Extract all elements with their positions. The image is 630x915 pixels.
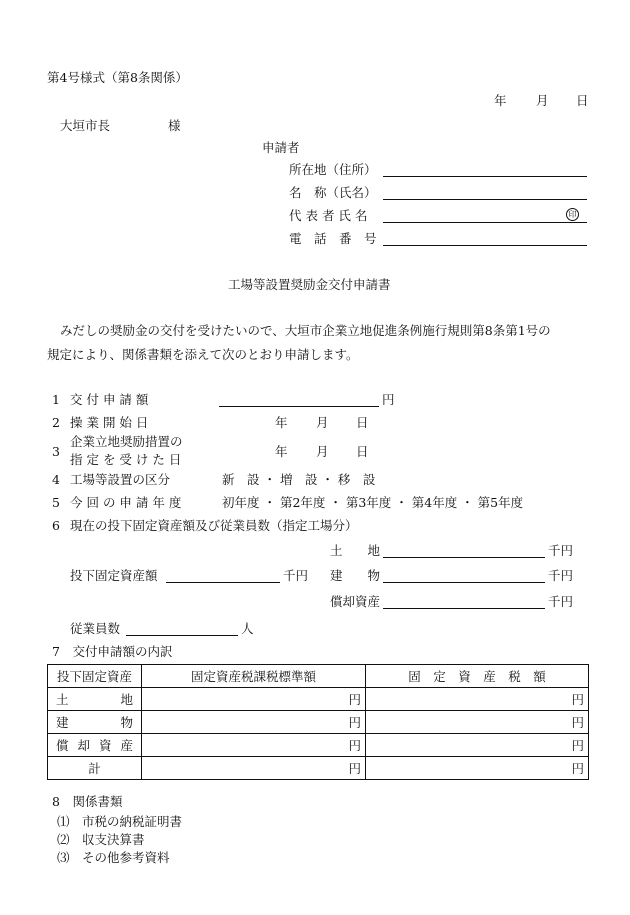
application-amount-field[interactable] [219, 406, 379, 407]
date-day: 日 [576, 93, 589, 108]
documents-heading: 8 関係書類 [52, 794, 123, 809]
phone-label: 電 話 番 号 [289, 231, 377, 246]
address-field[interactable] [383, 176, 587, 177]
employees-field[interactable] [126, 635, 238, 636]
column-header: 固 定 資 産 税 額 [366, 665, 589, 688]
item2-label: 操 業 開 始 日 [70, 415, 149, 430]
item4-number: 4 [52, 472, 60, 487]
representative-label: 代 表 者 氏 名 [289, 208, 368, 223]
row-label: 土 地 [48, 688, 142, 711]
item3-label-line1: 企業立地奨励措置の [70, 434, 183, 449]
document-item: ⑵ 収支決算書 [57, 832, 145, 847]
item2-number: 2 [52, 415, 60, 430]
column-header: 固定資産税課税標準額 [142, 665, 366, 688]
seal-mark: 印 [566, 208, 579, 221]
intro-line-2: 規定により、関係書類を添えて次のとおり申請します。 [47, 347, 359, 362]
company-name-field[interactable] [383, 199, 587, 200]
phone-field[interactable] [383, 245, 587, 246]
land-label: 土 地 [330, 543, 381, 558]
company-name-label: 名 称（氏名） [289, 185, 377, 200]
item1-unit: 円 [382, 392, 395, 407]
land-unit: 千円 [548, 543, 574, 558]
address-label: 所在地（住所） [289, 162, 377, 177]
row-label: 計 [48, 757, 142, 780]
item2-day: 日 [356, 415, 369, 430]
document-item: ⑴ 市税の納税証明書 [57, 814, 183, 829]
item5-label: 今 回 の 申 請 年 度 [70, 495, 182, 510]
table-row [48, 688, 589, 711]
total-investment-field[interactable] [166, 582, 280, 583]
document-item: ⑶ その他参考資料 [57, 850, 170, 865]
row-label: 償 却 資 産 [48, 734, 142, 757]
depreciable-field[interactable] [383, 608, 545, 609]
date-month: 月 [536, 93, 549, 108]
item3-label-line2: 指 定 を 受 け た 日 [70, 452, 182, 467]
building-unit: 千円 [548, 568, 574, 583]
addressee-name: 大垣市長 [60, 118, 111, 133]
representative-field[interactable] [383, 222, 587, 223]
employees-label: 従業員数 [70, 621, 121, 636]
breakdown-table [47, 664, 589, 780]
item5-number: 5 [52, 495, 60, 510]
employees-unit: 人 [241, 621, 254, 636]
table-row [48, 734, 589, 757]
tax-amount-cell[interactable]: 円 [366, 688, 589, 711]
item2-year: 年 [275, 415, 288, 430]
item6-label: 現在の投下固定資産額及び従業員数（指定工場分） [70, 518, 358, 533]
item4-label: 工場等設置の区分 [70, 472, 171, 487]
breakdown-heading: 7 交付申請額の内訳 [52, 644, 173, 659]
table-header-row [48, 665, 589, 688]
item4-options[interactable]: 新 設 ・ 増 設 ・ 移 設 [222, 472, 376, 487]
intro-line-1: みだしの奨励金の交付を受けたいので、大垣市企業立地促進条例施行規則第8条第1号の [60, 323, 551, 338]
applicant-heading: 申請者 [262, 140, 300, 155]
item3-number: 3 [52, 444, 60, 459]
tax-base-cell[interactable]: 円 [142, 757, 366, 780]
item1-label: 交 付 申 請 額 [70, 392, 149, 407]
total-investment-label: 投下固定資産額 [70, 568, 158, 583]
item3-year: 年 [275, 444, 288, 459]
table-row [48, 711, 589, 734]
tax-base-cell[interactable]: 円 [142, 711, 366, 734]
tax-amount-cell[interactable]: 円 [366, 711, 589, 734]
land-field[interactable] [383, 557, 545, 558]
building-field[interactable] [383, 582, 545, 583]
document-title: 工場等設置奨励金交付申請書 [228, 277, 391, 292]
item2-month: 月 [316, 415, 329, 430]
table-row [48, 757, 589, 780]
tax-base-cell[interactable]: 円 [142, 688, 366, 711]
row-label: 建 物 [48, 711, 142, 734]
addressee-honorific: 様 [168, 118, 181, 133]
tax-amount-cell[interactable]: 円 [366, 734, 589, 757]
depreciable-label: 償却資産 [330, 594, 381, 609]
item1-number: 1 [52, 392, 60, 407]
tax-base-cell[interactable]: 円 [142, 734, 366, 757]
tax-amount-cell[interactable]: 円 [366, 757, 589, 780]
date-year: 年 [494, 93, 507, 108]
item3-month: 月 [316, 444, 329, 459]
item6-number: 6 [52, 518, 60, 533]
total-investment-unit: 千円 [283, 568, 309, 583]
column-header: 投下固定資産 [48, 665, 142, 688]
form-label: 第4号様式（第8条関係） [47, 70, 188, 85]
item5-options[interactable]: 初年度 ・ 第2年度 ・ 第3年度 ・ 第4年度 ・ 第5年度 [222, 495, 524, 510]
item3-day: 日 [356, 444, 369, 459]
building-label: 建 物 [330, 568, 381, 583]
depreciable-unit: 千円 [548, 594, 574, 609]
